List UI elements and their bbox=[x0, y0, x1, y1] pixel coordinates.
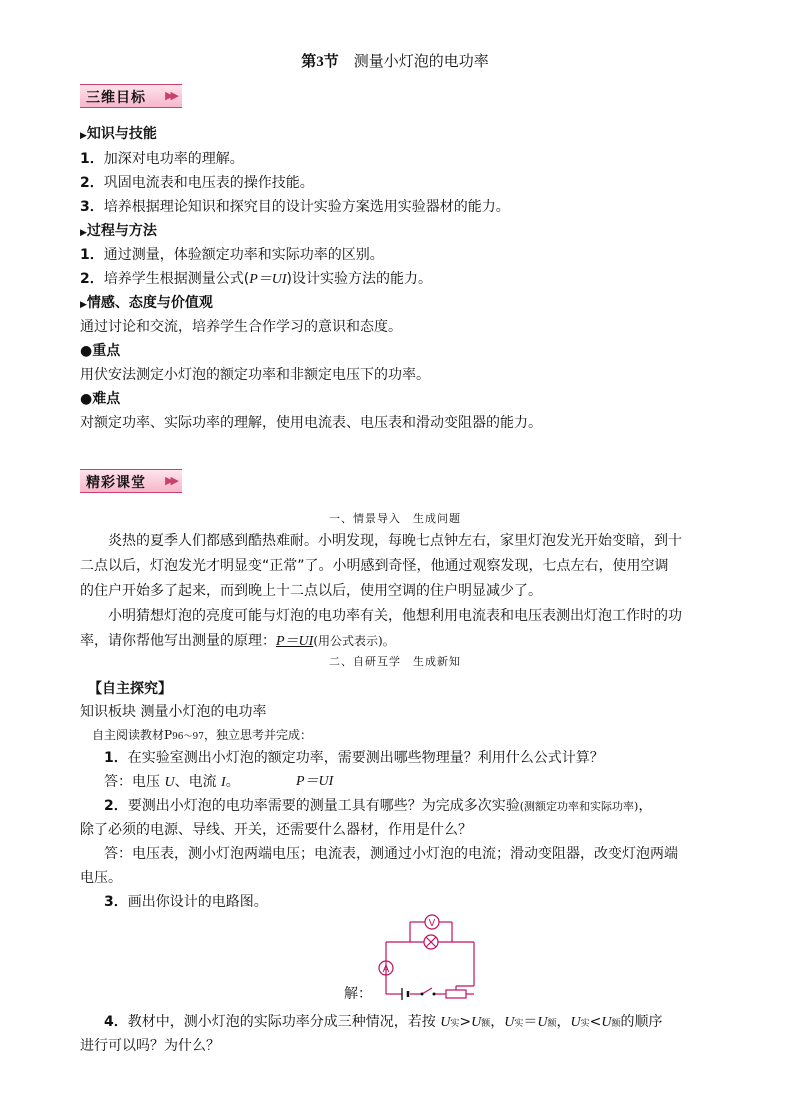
voltmeter-label: V bbox=[428, 918, 436, 929]
question-3: 3．画出你设计的电路图。 bbox=[104, 894, 268, 910]
list-item: 2．培养学生根据测量公式(P＝UI)设计实验方法的能力。 bbox=[80, 271, 433, 287]
banner-three-goals bbox=[80, 84, 182, 108]
text-line: 小明猜想灯泡的亮度可能与灯泡的电功率有关，他想利用电流表和电压表测出灯泡工作时的功 bbox=[108, 608, 682, 624]
text-line: 电压。 bbox=[80, 870, 122, 886]
answer-1-formula: P＝UI bbox=[296, 774, 334, 789]
double-arrow-icon: ▶▶ bbox=[165, 474, 176, 487]
circuit-diagram bbox=[372, 910, 482, 1002]
double-arrow-icon: ▶▶ bbox=[165, 89, 176, 102]
text-line: 通过讨论和交流，培养学生合作学习的意识和态度。 bbox=[80, 319, 402, 335]
heading-emotion: ▶情感、态度与价值观 bbox=[80, 295, 213, 311]
text-line: 用伏安法测定小灯泡的额定功率和非额定电压下的功率。 bbox=[80, 367, 430, 383]
text-line: 的住户开始多了起来，而到晚上十二点以后，使用空调的住户明显减少了。 bbox=[80, 583, 542, 599]
text-line: 率，请你帮他写出测量的原理：P＝UI(用公式表示)。 bbox=[80, 633, 395, 649]
banner-label: 三维目标 bbox=[86, 90, 146, 106]
text-line: 除了必须的电源、导线、开关，还需要什么器材，作用是什么？ bbox=[80, 822, 472, 838]
text-line: 对额定功率、实际功率的理解，使用电流表、电压表和滑动变阻器的能力。 bbox=[80, 415, 542, 431]
explore-heading: 【自主探究】 bbox=[88, 681, 172, 697]
list-item: 1．通过测量，体验额定功率和实际功率的区别。 bbox=[80, 247, 384, 263]
section-number: 第3节 bbox=[301, 54, 339, 70]
list-item: 3．培养根据理论知识和探究目的设计实验方案选用实验器材的能力。 bbox=[80, 199, 510, 215]
question-4: 4．教材中，测小灯泡的实际功率分成三种情况，若按 U实>U额，U实＝U额，U实<U额的顺序 bbox=[104, 1014, 663, 1030]
question-1: 1．在实验室测出小灯泡的额定功率，需要测出哪些物理量？利用什么公式计算？ bbox=[104, 750, 604, 766]
block-heading: 知识板块 测量小灯泡的电功率 bbox=[80, 704, 267, 720]
text-line: 进行可以吗？为什么？ bbox=[80, 1038, 220, 1054]
triangle-bullet-icon: ▶ bbox=[80, 131, 87, 141]
text-line: 二点以后，灯泡发光才明显变“正常”了。小明感到奇怪，他通过观察发现，七点左右，使用空调 bbox=[80, 558, 669, 574]
answer-formula: P＝UI bbox=[276, 634, 314, 649]
heading-knowledge: ▶知识与技能 bbox=[80, 126, 157, 142]
circle-bullet-icon: ● bbox=[80, 391, 93, 407]
heading-difficulty: ●难点 bbox=[80, 391, 121, 407]
answer-2: 答：电压表，测小灯泡两端电压；电流表，测通过小灯泡的电流；滑动变阻器，改变灯泡两端 bbox=[104, 846, 678, 862]
ammeter-label: A bbox=[382, 964, 390, 975]
list-item: 2．巩固电流表和电压表的操作技能。 bbox=[80, 175, 314, 191]
text-line: 炎热的夏季人们都感到酷热难耐。小明发现，每晚七点钟左右，家里灯泡发光开始变暗，到十 bbox=[108, 533, 682, 549]
triangle-bullet-icon: ▶ bbox=[80, 300, 87, 310]
heading-process: ▶过程与方法 bbox=[80, 223, 157, 239]
banner-classroom bbox=[80, 469, 182, 493]
section-heading: 一、情景导入 生成问题 bbox=[329, 512, 461, 525]
answer-1: 答：电压 U、电流 I。 bbox=[104, 774, 240, 790]
circle-bullet-icon: ● bbox=[80, 343, 93, 359]
solution-label: 解： bbox=[344, 986, 372, 1002]
reading-instruction: 自主阅读教材P96～97，独立思考并完成： bbox=[92, 728, 312, 742]
section-title: 测量小灯泡的电功率 bbox=[353, 52, 489, 70]
page-title bbox=[0, 50, 790, 71]
list-item: 1．加深对电功率的理解。 bbox=[80, 151, 244, 167]
heading-key-point: ●重点 bbox=[80, 343, 121, 359]
question-2: 2．要测出小灯泡的电功率需要的测量工具有哪些？为完成多次实验(测额定功率和实际功率)， bbox=[104, 798, 653, 814]
banner-label: 精彩课堂 bbox=[86, 475, 146, 491]
section-heading: 二、自研互学 生成新知 bbox=[329, 655, 461, 668]
triangle-bullet-icon: ▶ bbox=[80, 228, 87, 238]
